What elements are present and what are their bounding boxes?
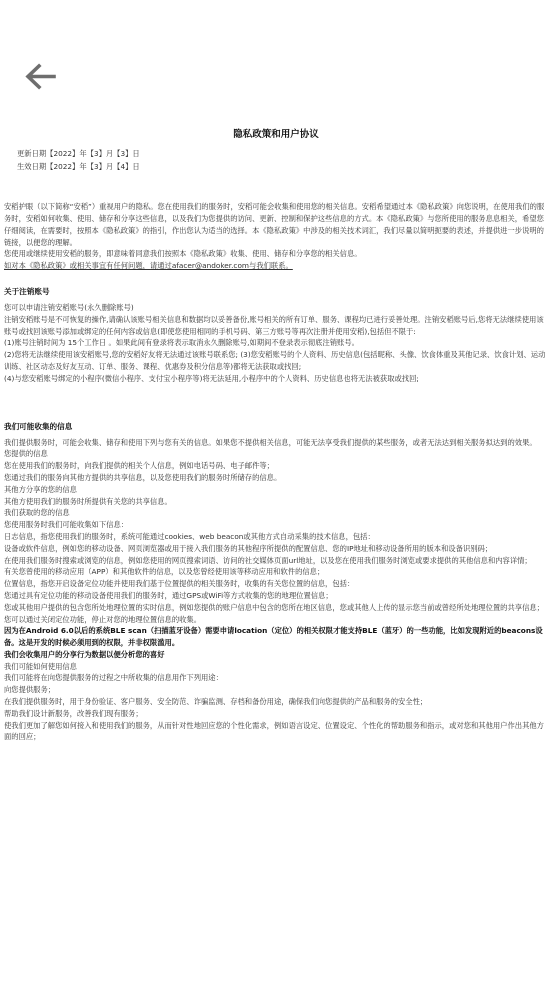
- policy-content[interactable]: [4, 148, 546, 743]
- collect-paragraph: 位置信息，指您开启设备定位功能并使用我们基于位置提供的相关服务时，收集的有关您位置的信息，包括：: [4, 579, 355, 589]
- collect-paragraph: 其他方使用我们的服务时所提供有关您的共享信息。: [4, 496, 172, 506]
- intro-paragraph: 安稻护眼（以下简称“安稻”）重视用户的隐私。您在使用我们的服务时，安稻可能会收集和使用您的相关信息。安稻希望通过本《隐私政策》向您说明，在使用我们的服务时，安稻如何收集、使用、储存和分享这些信息，以及我们为您提供的访问、更新、控制和保护这些信息的方式。本《隐私政策》与您所使用的服务息息相关，希望您仔细阅读，在需要时，按照本《隐私政策》的指引，作出您认为适当的选择。本《隐私政策》中涉及的相关技术词汇，我们尽量以简明扼要的表述，并提供进一步说明的链接，以便您的理解。: [4, 202, 545, 247]
- contact-link[interactable]: 如对本《隐私政策》或相关事宜有任何问题，请通过afacer@andoker.com与我们联系。: [4, 261, 293, 271]
- collect-paragraph: 您可以通过关闭定位功能，停止对您的地理位置信息的收集。: [4, 614, 202, 624]
- consent-paragraph: 您使用或继续使用安稻的服务，即意味着同意我们按照本《隐私政策》收集、使用、储存和分享您的相关信息。: [4, 249, 362, 259]
- use-paragraph: 使我们更加了解您如何接入和使用我们的服务，从而针对性地回应您的个性化需求，例如语言设定、位置设定、个性化的帮助服务和指示，或对您和其他用户作出其他方面的回应；: [4, 720, 544, 742]
- use-paragraph: 我们可能将在向您提供服务的过程之中所收集的信息用作下列用途：: [4, 673, 223, 683]
- collect-paragraph: 设备或软件信息，例如您的移动设备、网页浏览器或用于接入我们服务的其他程序所提供的配置信息、您的IP地址和移动设备所用的版本和设备识别码；: [4, 543, 493, 553]
- use-paragraph: 帮助我们设计新服务，改善我们现有服务；: [4, 708, 143, 718]
- arrow-left-icon: [20, 58, 60, 98]
- collect-paragraph: 有关您曾使用的移动应用（APP）和其他软件的信息，以及您曾经使用该等移动应用和软件的信息；: [4, 567, 325, 577]
- cancel-paragraph: (4)与您安稻账号绑定的小程序(微信小程序、支付宝小程序等)将无法延用,小程序中的个人资料、历史信息也将无法被获取或找回;: [4, 373, 419, 383]
- ble-permission-notice: 因为在Android 6.0以后的系统BLE scan（扫描蓝牙设备）需要申请location（定位）的相关权限才能支持BLE（蓝牙）的一些功能，比如发现附近的beacons设备。这是开发的时候必须用到的权限，并非权限滥用。: [4, 626, 543, 648]
- use-paragraph: 在我们提供服务时，用于身份验证、客户服务、安全防范、诈骗监测、存档和备份用途，确保我们向您提供的产品和服务的安全性；: [4, 697, 428, 707]
- updated-date: 更新日期【2022】年【3】月【3】日: [17, 149, 140, 158]
- date-info: [4, 148, 546, 173]
- cancel-paragraph: (2)您将无法继续使用该安稻账号,您的安稻好友将无法通过该账号联系您; (3)您安稻账号的个人资料、历史信息(包括昵称、头像、饮食体重及其他记录、饮食计划、运动训练、社区动态及好友互动、订单、服务、课程、优惠券及积分信息等)都将无法获取或找回;: [4, 350, 546, 371]
- cancel-account-heading: 关于注销账号: [4, 286, 50, 296]
- collect-paragraph: 在使用我们服务时搜索或浏览的信息，例如您使用的网页搜索词语、访问的社交媒体页面url地址，以及您在使用我们服务时浏览或要求提供的其他信息和内容详情；: [4, 555, 532, 565]
- share-data-heading: 我们会收集用户的分享行为数据以便分析您的喜好: [4, 649, 165, 659]
- page-title: 隐私政策和用户协议: [233, 129, 319, 140]
- collect-info-heading: 我们可能收集的信息: [4, 421, 73, 431]
- collect-paragraph: 您在使用我们的服务时，向我们提供的相关个人信息，例如电话号码、电子邮件等；: [4, 461, 274, 471]
- collect-paragraph: 您使用服务时我们可能收集如下信息：: [4, 520, 129, 530]
- collect-paragraph: 日志信息，指您使用我们的服务时，系统可能通过cookies、web beacon或其他方式自动采集的技术信息，包括：: [4, 531, 375, 541]
- cancel-paragraph: 您可以申请注销安稻账号(永久删除账号): [4, 302, 134, 312]
- collect-paragraph: 您通过具有定位功能的移动设备使用我们的服务时，通过GPS或WiFi等方式收集的您的地理位置信息；: [4, 590, 333, 600]
- collect-paragraph: 我们提供服务时，可能会收集、储存和使用下列与您有关的信息。如果您不提供相关信息，可能无法享受我们提供的某些服务，或者无法达到相关服务拟达到的效果。: [4, 437, 537, 447]
- effective-date: 生效日期【2022】年【3】月【4】日: [17, 161, 140, 171]
- collect-paragraph: 其他方分享的您的信息: [4, 484, 77, 494]
- use-paragraph: 我们可能如何使用信息: [4, 661, 77, 671]
- collect-paragraph: 我们获取的您的信息: [4, 508, 70, 518]
- cancel-paragraph: 注销安稻账号是不可恢复的操作,请确认该账号相关信息和数据均以妥善备份,账号相关的所有订单、服务、课程均已进行妥善处理。注销安稻账号后,您将无法继续使用该账号或找回该账号添加或绑定的任何内容或信息(即使您使用相同的手机号码、第三方账号等再次注册并使用安稻),包括但不限于:: [4, 314, 544, 336]
- use-paragraph: 向您提供服务；: [4, 685, 56, 695]
- back-button[interactable]: [20, 58, 60, 98]
- collect-paragraph: 您提供的信息: [4, 449, 48, 459]
- cancel-paragraph: (1)账号注销时间为 15个工作日 。如果此间有登录将表示取消永久删除账号,如期间不登录表示彻底注销账号。: [4, 338, 359, 348]
- collect-paragraph: 您通过我们的服务向其他方提供的共享信息，以及您使用我们的服务时所储存的信息。: [4, 472, 282, 482]
- collect-paragraph: 您或其他用户提供的包含您所处地理位置的实时信息，例如您提供的账户信息中包含的您所在地区信息，您或其他人上传的显示您当前或曾经所处地理位置的共享信息；: [4, 602, 544, 612]
